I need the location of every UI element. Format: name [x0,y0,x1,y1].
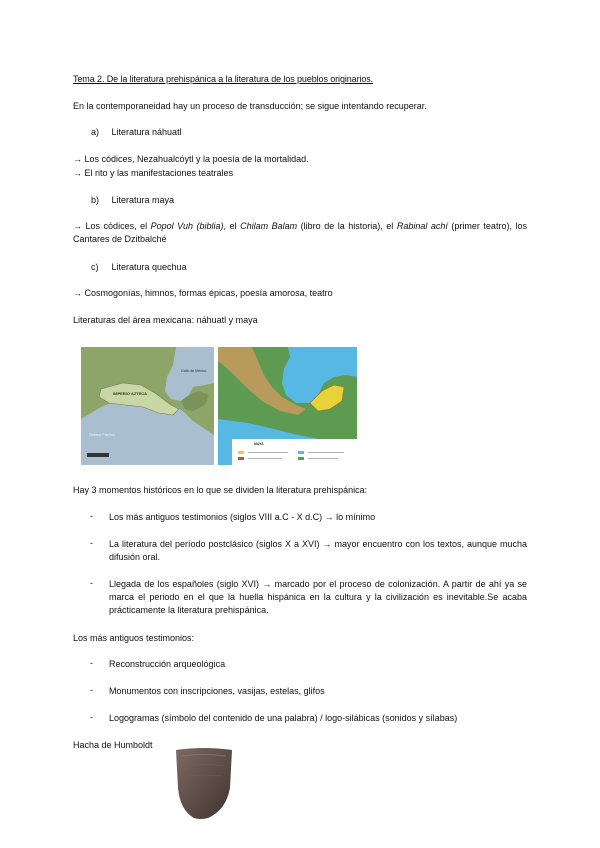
maya-area-map [218,347,357,465]
maps-heading: Literaturas del área mexicana: náhuatl y maya [73,315,258,325]
empire-label: IMPERIO AZTECA [113,391,148,396]
legend-swatch-4 [298,457,304,460]
aztec-map-graphic [81,347,214,465]
chilam-balam-title: Chilam Balam [240,221,298,231]
moment-2: La literatura del período postclásico (siglos X a XVI) → mayor encuentro con los textos, aunque mucha difusión oral. [109,539,527,562]
page-title: Tema 2. De la literatura prehispánica a la literatura de los pueblos originarios. [73,74,374,84]
moment-1: Los más antiguos testimonios (siglos VIII a.C - X d.C) → lo mínimo [109,512,376,522]
maya-map-graphic [218,347,357,465]
aztec-empire-map [81,347,214,465]
testimony-2: Monumentos con inscripciones, vasijas, estelas, glifos [109,686,325,696]
testimony-3: Logogramas (símbolo del contenido de una palabra) / logo-silábicas (sonidos y sílabas) [109,713,458,723]
testimony-1: Reconstrucción arqueológica [109,659,226,669]
testimony-1-dash: - [90,658,93,668]
section-b-line [73,220,527,245]
moment-3-dash: - [90,578,93,588]
legend-swatch-2 [238,457,244,460]
popol-vuh-title: Popol Vuh (biblia) [150,221,224,231]
section-b-heading [91,194,545,207]
moments-heading: Hay 3 momentos históricos en lo que se dividen la literatura prehispánica: [73,485,368,495]
legend-swatch-1 [238,451,244,454]
map-scale-bar [87,453,109,457]
section-c-line: → Cosmogonías, himnos, formas épicas, poesía amorosa, teatro [73,288,333,298]
ocean-label: Océano Pacífico [89,433,115,437]
humboldt-axe-image [172,748,236,820]
testimonies-heading: Los más antiguos testimonios: [73,633,195,643]
gulf-label: Golfo de México [181,369,207,373]
moment-3: Llegada de los españoles (siglo XVI) → marcado por el proceso de colonización. A partir de ahí ya se marca el periodo en el que la huella hispánica en la cultura y la civilización es inevitable.Se acaba prácticamente la literatura prehispánica. [109,579,527,615]
section-b-title: Literatura maya [111,195,175,205]
section-b-text-1: → Los códices, el [73,221,151,231]
section-a-line-2: → El rito y las manifestaciones teatrales [73,168,234,178]
map-legend-box [232,439,357,465]
rabinal-achi-title: Rabinal achí [396,221,448,231]
section-b-text-2: , el [223,221,241,231]
section-a-heading [91,126,545,139]
section-a-marker: a) [91,127,100,137]
section-c-title: Literatura quechua [111,262,187,272]
section-c-marker: c) [91,262,99,272]
section-b-marker: b) [91,195,100,205]
intro-paragraph: En la contemporaneidad hay un proceso de transducción; se sigue intentando recuperar. [73,101,427,111]
axe-heading: Hacha de Humboldt [73,740,153,750]
section-b-text-3: (libro de la historia), el [297,221,397,231]
moment-2-dash: - [90,538,93,548]
testimony-2-dash: - [90,685,93,695]
section-a-line-1: → Los códices, Nezahualcóytl y la poesía de la mortalidad. [73,154,309,164]
section-c-heading [91,261,545,274]
legend-title: MAYA [254,442,264,446]
testimony-3-dash: - [90,712,93,722]
axe-body [176,748,232,819]
moment-1-dash: - [90,511,93,521]
legend-swatch-3 [298,451,304,454]
section-b-text-4: (primer teatro), los Cantares de Dzitbalché [73,221,527,244]
section-a-title: Literatura náhuatl [111,127,182,137]
